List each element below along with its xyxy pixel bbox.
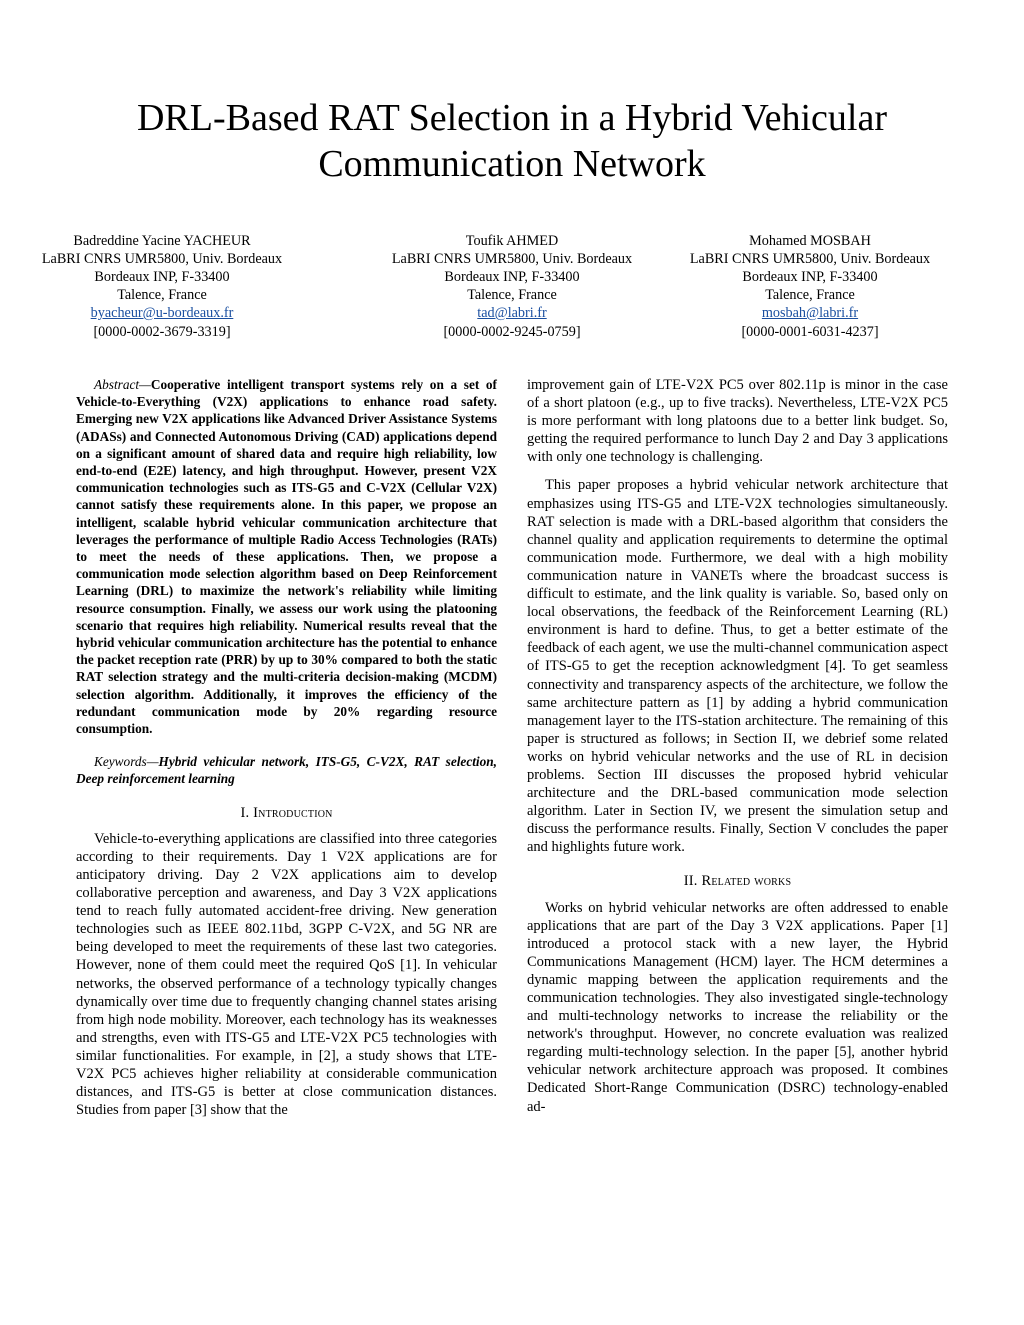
right-column bbox=[527, 376, 948, 1116]
author-card bbox=[660, 232, 960, 341]
author-orcid: [0000-0002-9245-0759] bbox=[443, 324, 581, 340]
keywords-label: Keywords— bbox=[94, 754, 159, 770]
abstract-text: Cooperative intelligent transport systems rely on a set of Vehicle-to-Everything (V2X) applications to enhance road safety. Emerging new V2X applications like Advanced Driver Assistance Systems (ADASs) and Connected Autonomous Driving (CAD) applications depend on a significant amount of shared data and require high reliability, low end-to-end (E2E) latency, and high throughput. However, present V2X communication technologies such as ITS-G5 and C-V2X (Cellular V2X) cannot satisfy these requirements alone. In this paper, we propose an intelligent, scalable hybrid vehicular communication architecture that leverages the performance of multiple Radio Access Technologies (RATs) to meet the needs of these applications. Then, we propose a communication mode selection algorithm based on Deep Reinforcement Learning (DRL) to maximize the network's reliability while limiting resource consumption. Finally, we assess our work using the platooning scenario that requires high reliability. Numerical results reveal that the hybrid vehicular communication architecture has the potential to enhance the packet reception rate (PRR) by up to 30% compared to both the static RAT selection strategy and the multi-criteria decision-making (MCDM) selection algorithm. Additionally, it improves the efficiency of the redundant communication mode by 20% regarding resource consumption. bbox=[76, 377, 497, 737]
body-paragraph: Works on hybrid vehicular networks are often addressed to enable applications that are part of the Day 3 V2X applications. Paper [1] introduced a protocol stack with a new layer, the Hybrid Communications Management (HCM) layer. The HCM determines a dynamic mapping between the application requirements and the communication technologies. They also investigated single-technology and multi-technology networks to increase the reliability or the network's throughput. However, no concrete evaluation was realized regarding multi-technology selection. In the paper [5], another hybrid vehicular network architecture approach was proposed. It combines Dedicated Short-Range Communication (DSRC) technology-enabled ad- bbox=[527, 899, 948, 1115]
author-orcid: [0000-0001-6031-4237] bbox=[741, 324, 879, 340]
author-institute: Bordeaux INP, F-33400 bbox=[94, 269, 230, 285]
body-paragraph: This paper proposes a hybrid vehicular network architecture that emphasizes using ITS-G5 and LTE-V2X technologies simultaneously. RAT selection is made with a DRL-based algorithm that considers the channel quality and application requirements to determine the optimal communication mode. Furthermore, we deal with a high mobility communication nature in VANETs where the broadcast success is difficult to estimate, and the link quality is variable. So, based only on local observations, the feedback of the Reinforcement Learning (RL) environment is hard to define. Thus, to get a better estimate of the feedback of each agent, we use the multi-channel communication aspect of ITS-G5 to get the reception acknowledgment [4]. To get seamless connectivity and transparency aspects of the architecture, we follow the same architecture pattern as [1] by adding a hybrid communication management layer to the ITS-station architecture. The remaining of this paper is structured as follows; in Section II, we debrief some related works on hybrid vehicular networks and the use of RL in decision problems. Section III discusses the proposed hybrid vehicular architecture and the DRL-based communication mode selection algorithm. Later in Section IV, we present the simulation setup and discuss the performance results. Finally, Section V concludes the paper and highlights future work. bbox=[527, 477, 948, 856]
author-email-link[interactable]: byacheur@u-bordeaux.fr bbox=[90, 305, 234, 321]
section-heading-introduction: I. Introduction bbox=[240, 804, 333, 821]
author-city: Talence, France bbox=[467, 287, 557, 303]
author-name: Toufik AHMED bbox=[465, 233, 559, 249]
abstract bbox=[76, 376, 497, 737]
author-affiliation: LaBRI CNRS UMR5800, Univ. Bordeaux bbox=[689, 251, 931, 267]
author-city: Talence, France bbox=[117, 287, 207, 303]
author-affiliation: LaBRI CNRS UMR5800, Univ. Bordeaux bbox=[41, 251, 283, 267]
keywords-text: Hybrid vehicular network, ITS-G5, C-V2X, RAT selection, Deep reinforcement learning bbox=[76, 754, 497, 787]
body-paragraph-continued: improvement gain of LTE-V2X PC5 over 802.11p is minor in the case of a short platoon (e.g., up to five tracks). Nevertheless, LTE-V2X PC5 is more performant with long platoons due to a better link budget. So, getting the required performance to lunch Day 2 and Day 3 applications with only one technology is challenging. bbox=[527, 377, 948, 466]
author-affiliation: LaBRI CNRS UMR5800, Univ. Bordeaux bbox=[391, 251, 633, 267]
author-email-link[interactable]: tad@labri.fr bbox=[477, 305, 547, 321]
author-card bbox=[362, 232, 662, 341]
author-name: Mohamed MOSBAH bbox=[749, 233, 871, 249]
left-column bbox=[76, 376, 497, 1119]
author-email-link[interactable]: mosbah@labri.fr bbox=[761, 305, 859, 321]
author-name: Badreddine Yacine YACHEUR bbox=[73, 233, 251, 249]
abstract-label: Abstract— bbox=[94, 377, 151, 392]
author-institute: Bordeaux INP, F-33400 bbox=[742, 269, 878, 285]
author-card bbox=[12, 232, 312, 341]
body-paragraph: Vehicle-to-everything applications are classified into three categories according to their requirements. Day 1 V2X applications are for anticipatory driving. Day 2 V2X applications aim to develop collaborative perception and awareness, and Day 3 V2X applications tend to reach fully automated accident-free driving. New generation technologies such as IEEE 802.11bd, 3GPP C-V2X, and 5G NR are being developed to meet the requirements of these last two categories. However, none of them could meet the required QoS [1]. In vehicular networks, the observed performance of a technology typically changes dynamically over time due to frequently changing channel states arising from high node mobility. Moreover, each technology has its weaknesses and strengths, even with ITS-G5 and LTE-V2X PC5 technologies with similar functionalities. For example, in [2], a study shows that LTE-V2X PC5 achieves higher reliability at considerable communication distances, and ITS-G5 is better at close communication distances. Studies from paper [3] show that the bbox=[76, 830, 497, 1119]
author-orcid: [0000-0002-3679-3319] bbox=[93, 324, 231, 340]
keywords bbox=[76, 753, 497, 787]
author-block bbox=[41, 232, 964, 344]
author-city: Talence, France bbox=[765, 287, 855, 303]
section-heading-related-works: II. Related works bbox=[683, 873, 792, 890]
paper-title: DRL-Based RAT Selection in a Hybrid Vehicular Communication Network bbox=[136, 97, 888, 185]
author-institute: Bordeaux INP, F-33400 bbox=[444, 269, 580, 285]
